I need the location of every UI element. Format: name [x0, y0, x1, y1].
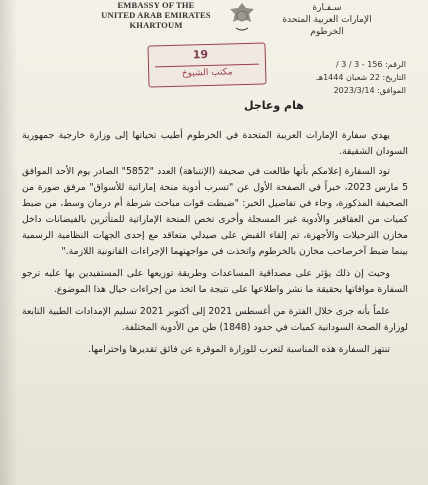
stamp-number: 19	[192, 47, 209, 62]
header-ar-line3: الخرطوم	[310, 27, 344, 37]
letter-body	[22, 128, 408, 364]
reference-block	[296, 58, 406, 97]
header-arabic	[262, 2, 392, 38]
header-ar-line1: سـفـارة	[312, 3, 342, 13]
body-paragraph-report: تود السفارة إعلامكم بأنها طالعت في صحيفة (الإنتباهة) العدد "5852" الصادر يوم الأحد الموافق 5 مارس 2023، خبراً في الصفحة الأول عن "تسرب أدوية منحة إماراتية للأسواق" مرفق صورة من الصحيفة المذكورة، وجاء في تفاصيل الخبر: "ضبطت قوات مباحث شرطة أم درمان وسط، من ضبط كميات من العقاقير والأدوية غير المسجلة وأخرى تخص المنحة الإماراتية للمتأثرين بالفيضانات داخل مخازن الترحيلات والأجهزة، تم إلقاء القبض على صيدلي متعاقد مع إحدى الجهات النظامية الرسمية بينما ضبط آخرصاحب مخازن بالخرطوم واتخذت في مواجهتهما الإجراءات القانونية اللازمة."	[22, 166, 409, 257]
body-paragraph-request: وحيث إن ذلك يؤثر على مصداقية المساعدات وطريقة توزيعها على المستفيدين بها عليه ترجو السفارة موافاتها بحقيقة ما نشر واطلاعها على نتيجة ما اتخذ من إجراءات حيال هذا الموضوع.	[22, 268, 408, 295]
uae-emblem-icon	[227, 0, 257, 34]
header-ar-line2: الإمارات العربية المتحدة	[282, 15, 372, 25]
body-paragraph-closing: تنتهز السفارة هذه المناسبة لتعرب للوزارة الموقرة عن فائق تقديرها واحترامها.	[88, 344, 390, 355]
body-paragraph-supplies: علماً بأنه جرى خلال الفترة من أغسطس 2021 إلى أكتوبر 2021 تسليم الإمدادات الطبية التابعة لوزارة الصحة السودانية كميات في حدود (1848) طن من الأدوية المختلفة.	[22, 306, 408, 333]
header-english	[86, 0, 226, 30]
reference-number: الرقم: 156 - 3 / 3 /	[336, 60, 406, 69]
stamp-office-text: مكتب الشيوخ	[181, 67, 233, 79]
header-en-line1: EMBASSY OF THE	[117, 0, 195, 10]
header-en-line2: UNITED ARAB EMIRATES	[101, 10, 211, 20]
reference-date-gregorian: الموافق: 2023/3/14	[333, 86, 406, 95]
reference-date-hijri: التاريخ: 22 شعبان 1444هـ	[316, 73, 406, 82]
page-shadow	[0, 0, 18, 485]
body-paragraph-greeting: يهدي سفارة الإمارات العربية المتحدة في الخرطوم أطيب تحياتها إلى وزارة خارجية جمهورية السودان الشقيقة.	[22, 130, 408, 157]
urgent-heading: هام وعاجل	[244, 99, 304, 112]
office-stamp	[147, 42, 266, 87]
header-en-line3: KHARTOUM	[129, 20, 183, 30]
